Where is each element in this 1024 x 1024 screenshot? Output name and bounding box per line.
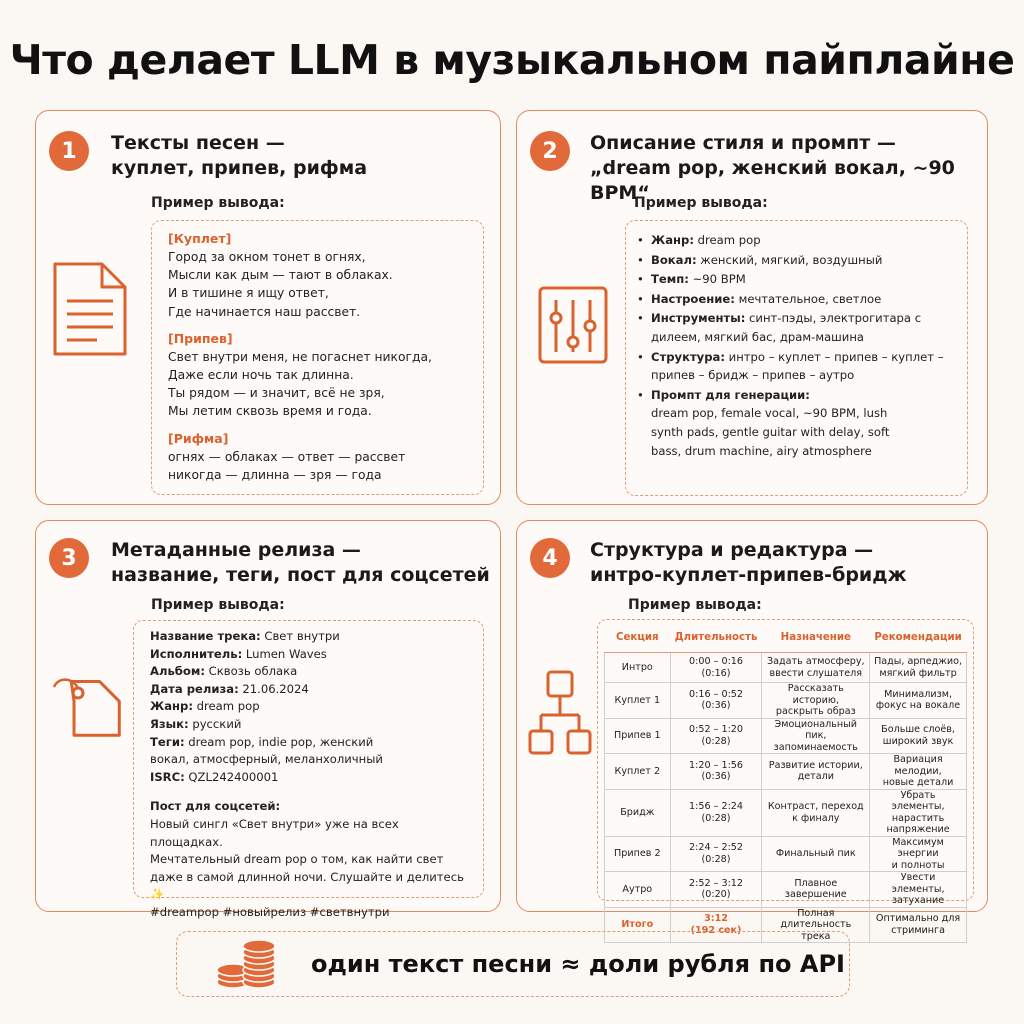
section-label: [Куплет] — [168, 231, 232, 246]
table-cell: 2:52 – 3:12 (0:20) — [670, 872, 762, 908]
table-cell: Плавное завершение — [762, 872, 870, 908]
post-line: Новый сингл «Свет внутри» уже на всех площадках. — [150, 816, 399, 849]
card-number: 3 — [49, 538, 89, 578]
table-cell: Эмоциональный пик, запоминаемость — [762, 718, 870, 754]
document-icon — [52, 261, 128, 361]
metadata-box — [133, 620, 484, 919]
coins-icon — [215, 938, 277, 994]
card-structure — [516, 520, 988, 942]
lyric-line: Ты рядом — и значит, всё не зря, — [168, 386, 385, 401]
lyric-line: никогда — длинна — зря — года — [168, 467, 382, 482]
structure-table — [604, 624, 967, 943]
structure-box — [597, 619, 974, 942]
spec-item-prompt: • Промпт для генерации: dream pop, female vocal, ~90 BPM, lush synth pads, gentle guitar with delay, soft bass, drum machine, airy atmosphere — [637, 386, 957, 460]
lyric-line: И в тишине я ищу ответ, — [168, 286, 329, 301]
table-cell: Припев 2 — [605, 836, 671, 872]
lyrics — [168, 230, 467, 484]
table-cell: Куплет 2 — [605, 754, 671, 790]
card-number: 4 — [530, 538, 570, 578]
structure-icon — [527, 669, 593, 763]
table-cell: Минимализм, фокус на вокале — [870, 683, 967, 719]
metadata-list — [150, 628, 467, 922]
table-cell: 1:20 – 1:56 (0:36) — [670, 754, 762, 790]
card-title: Структура и редактура — интро-куплет-припев-бридж — [590, 539, 907, 586]
table-cell: Пады, арпеджио, мягкий фильтр — [870, 653, 967, 683]
column-header: Назначение — [762, 624, 870, 653]
lyric-line: Мы летим сквозь время и года. — [168, 404, 372, 419]
table-cell: Задать атмосферу, ввести слушателя — [762, 653, 870, 683]
table-cell: Финальный пик — [762, 836, 870, 872]
table-header-row — [605, 624, 967, 653]
table-row — [605, 683, 967, 719]
meta-field: Теги: dream pop, indie pop, женский вокал, атмосферный, меланхоличный — [150, 734, 383, 767]
table-cell: Куплет 1 — [605, 683, 671, 719]
post-line: даже в самой длинной ночи. Слушайте и делитесь ✨ — [150, 869, 464, 902]
column-header: Секция — [605, 624, 671, 653]
spec-item: • Структура: интро – куплет – припев – куплет – припев – бридж – припев – аутро — [637, 348, 957, 385]
table-cell: 3:12 (192 сек) — [670, 907, 762, 943]
footer-text: один текст песни ≈ доли рубля по API — [311, 950, 845, 978]
table-cell: 0:52 – 1:20 (0:28) — [670, 718, 762, 754]
table-cell: Интро — [605, 653, 671, 683]
section-label: [Рифма] — [168, 430, 229, 446]
table-cell: Больше слоёв, широкий звук — [870, 718, 967, 754]
meta-field: Дата релиза: 21.06.2024 — [150, 681, 309, 696]
table-row — [605, 789, 967, 836]
table-cell: Итого — [605, 907, 671, 943]
style-box — [625, 220, 968, 496]
table-cell: Полная длительность трека — [762, 907, 870, 943]
table-cell: Увести элементы, затухание — [870, 872, 967, 908]
post-line: #dreampop #новыйрелиз #светвнутри — [150, 904, 390, 919]
table-cell: 1:56 – 2:24 (0:28) — [670, 789, 762, 836]
card-number: 2 — [530, 131, 570, 171]
table-cell: Припев 1 — [605, 718, 671, 754]
table-cell: Оптимально для стриминга — [870, 907, 967, 943]
section-label: [Припев] — [168, 330, 233, 346]
post-line: Мечтательный dream pop о том, как найти свет — [150, 852, 444, 867]
table-cell: Убрать элементы, нарастить напряжение — [870, 789, 967, 836]
meta-field: Жанр: dream pop — [150, 699, 260, 714]
lyrics-box — [151, 220, 484, 495]
meta-field: Исполнитель: Lumen Waves — [150, 646, 327, 661]
card-number: 1 — [49, 131, 89, 171]
spec-item: • Инструменты: синт-пэды, электрогитара с дилеем, мягкий бас, драм-машина — [637, 309, 957, 346]
card-lyrics — [35, 110, 501, 505]
table-cell: Бридж — [605, 789, 671, 836]
table-cell: Рассказать историю, раскрыть образ — [762, 683, 870, 719]
table-cell: Аутро — [605, 872, 671, 908]
lyric-line: огнях — облаках — ответ — рассвет — [168, 449, 406, 464]
table-cell: Максимум энергии и полноты — [870, 836, 967, 872]
card-title: Описание стиля и промпт — „dream pop, женский вокал, ~90 BPM“ — [590, 132, 955, 204]
post-title: Пост для соцсетей: — [150, 799, 281, 814]
column-header: Рекомендации — [870, 624, 967, 653]
meta-field: Язык: русский — [150, 716, 242, 731]
sliders-icon — [538, 286, 608, 368]
lyric-line: Где начинается наш рассвет. — [168, 304, 361, 319]
table-row — [605, 653, 967, 683]
table-row — [605, 718, 967, 754]
table-cell: Вариация мелодии, новые детали — [870, 754, 967, 790]
example-label: Пример вывода: — [151, 195, 285, 211]
lyric-line: Город за окном тонет в огнях, — [168, 250, 366, 264]
table-cell: 0:00 – 0:16 (0:16) — [670, 653, 762, 683]
page-title: Что делает LLM в музыкальном пайплайне — [9, 36, 1015, 84]
lyric-line: Мысли как дым — тают в облаках. — [168, 268, 393, 283]
spec-item: • Вокал: женский, мягкий, воздушный — [637, 251, 957, 270]
style-spec-list — [637, 231, 957, 460]
spec-item: • Темп: ~90 BPM — [637, 270, 957, 289]
table-cell: Развитие истории, детали — [762, 754, 870, 790]
card-style-prompt — [516, 110, 988, 505]
lyric-line: Даже если ночь так длинна. — [168, 368, 354, 383]
meta-field: Альбом: Сквозь облака — [150, 664, 298, 679]
example-label: Пример вывода: — [634, 195, 768, 211]
lyric-line: Свет внутри меня, не погаснет никогда, — [168, 349, 432, 364]
spec-item: • Жанр: dream pop — [637, 231, 957, 250]
meta-field: ISRC: QZL242400001 — [150, 769, 279, 784]
table-row — [605, 872, 967, 908]
tag-icon — [48, 671, 134, 761]
table-cell: Контраст, переход к финалу — [762, 789, 870, 836]
table-row — [605, 836, 967, 872]
card-title: Метаданные релиза — название, теги, пост для соцсетей — [111, 539, 490, 586]
footer-banner — [176, 931, 850, 997]
spec-item: • Настроение: мечтательное, светлое — [637, 290, 957, 309]
card-title: Тексты песен — куплет, припев, рифма — [111, 132, 368, 179]
table-row — [605, 754, 967, 790]
table-cell: 0:16 – 0:52 (0:36) — [670, 683, 762, 719]
meta-field: Название трека: Свет внутри — [150, 629, 340, 643]
column-header: Длительность — [670, 624, 762, 653]
card-metadata — [35, 520, 501, 919]
example-label: Пример вывода: — [151, 597, 285, 613]
table-cell: 2:24 – 2:52 (0:28) — [670, 836, 762, 872]
example-label: Пример вывода: — [628, 597, 762, 613]
